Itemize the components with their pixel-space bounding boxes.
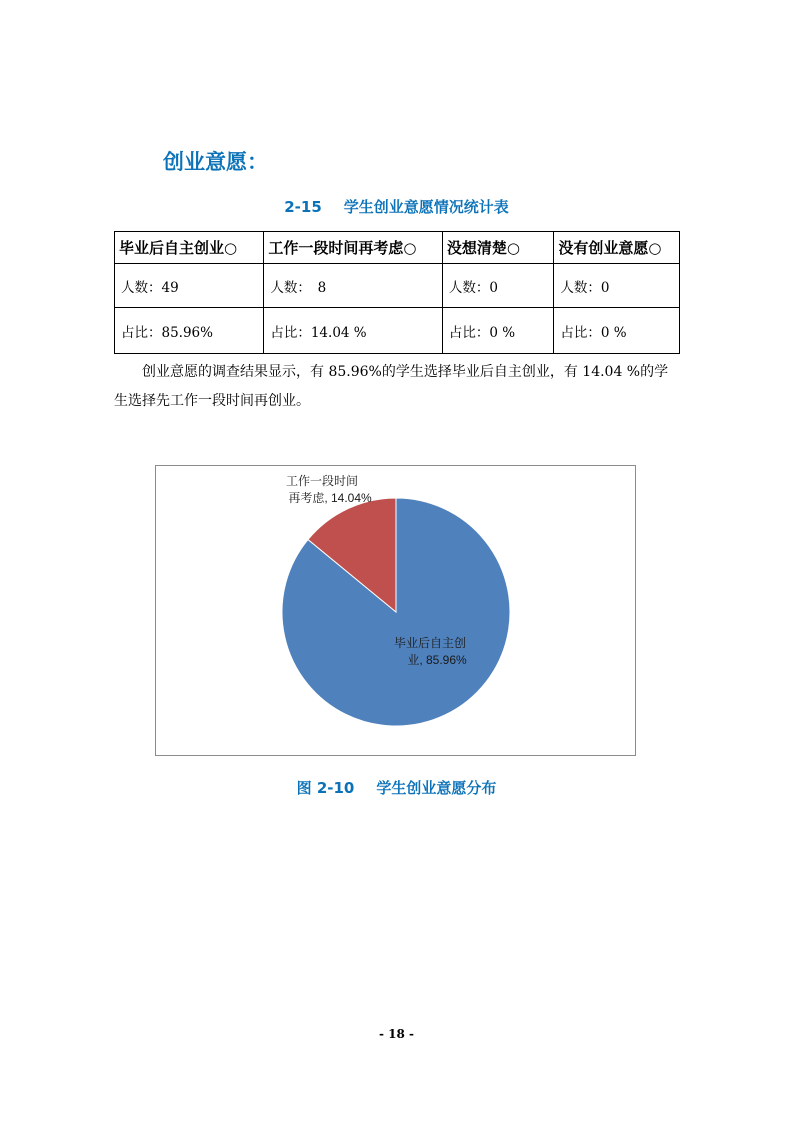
ratio-cell: 占比：0 % — [442, 308, 554, 354]
figure-caption-number: 图 2-10 — [296, 779, 355, 797]
slice-label-work-first-line1: 工作一段时间 — [285, 474, 359, 488]
body-paragraph: 创业意愿的调查结果显示，有 85.96%的学生选择毕业后自主创业，有 14.04 %的学生选择先工作一段时间再创业。 — [114, 364, 669, 409]
figure-caption-title: 学生创业意愿分布 — [376, 779, 497, 797]
table-row-ratios — [115, 308, 680, 354]
stats-table — [114, 231, 680, 354]
slice-label-work-first-line2: 再考虑, 14.04% — [288, 491, 372, 505]
header-self-employ: 毕业后自主创业○ — [115, 232, 264, 264]
ratio-cell: 占比：85.96% — [115, 308, 264, 354]
table-row-counts — [115, 264, 680, 308]
pie-chart-frame — [155, 465, 636, 756]
ratio-cell: 占比：0 % — [554, 308, 680, 354]
figure-caption — [0, 777, 793, 798]
slice-label-self-employ-line2: 业, 85.96% — [407, 653, 467, 667]
count-cell: 人数：49 — [115, 264, 264, 308]
count-cell: 人数：0 — [554, 264, 680, 308]
pie-chart — [156, 466, 635, 755]
header-undecided: 没想清楚○ — [442, 232, 554, 264]
ratio-cell: 占比：14.04 % — [264, 308, 443, 354]
count-cell: 人数：0 — [442, 264, 554, 308]
header-no-intention: 没有创业意愿○ — [554, 232, 680, 264]
table-header-row — [115, 232, 680, 264]
count-cell: 人数： 8 — [264, 264, 443, 308]
table-caption — [0, 196, 793, 217]
section-heading: 创业意愿： — [163, 150, 268, 174]
slice-label-self-employ-line1: 毕业后自主创 — [393, 636, 467, 650]
page-number: - 18 - — [378, 1027, 414, 1041]
header-work-first: 工作一段时间再考虑○ — [264, 232, 443, 264]
table-caption-number: 2-15 — [284, 198, 322, 216]
table-caption-title: 学生创业意愿情况统计表 — [343, 198, 509, 216]
